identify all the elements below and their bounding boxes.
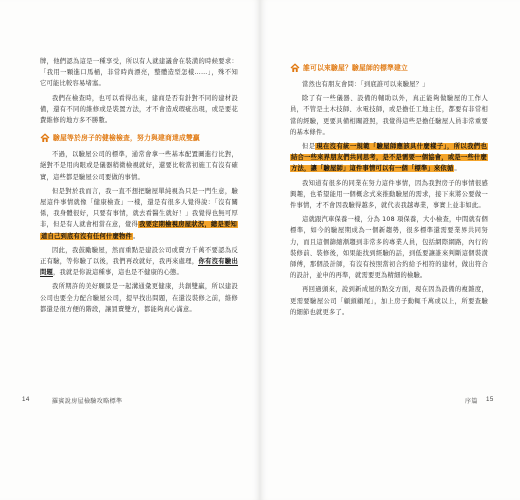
- right-paragraph-5: 這就跟汽車保養一樣，分為 108 項保養，大小檢查，中間就有個標準，如今的驗屋期成為一個新趨勢，很多標準還需要業界共同努力，而且這個篩縮漸趨到非常多的專業人員，包括網際網路，內行的裝修前、裝修後，如果能找到經驗的話，到低要讓誰來判斷這個裝潢師傅，那個設計師，有沒有按照當初合約給予相符的建材，做出符合的設計，並申的再準，就需要更為精細的檢驗。: [290, 216, 488, 280]
- right-p3-text: 但是: [302, 143, 316, 151]
- right-p3-highlight: 現在沒有統一規範「驗屋師應該具什麼樣子」，所以我們也結合一些來界朋友們共同思考，是不是需要一個協會，或是一些什麼方法，讓「驗屋師」這件事情可以有一個「標準」來依循: [291, 143, 487, 173]
- right-section-heading: [290, 62, 488, 74]
- left-paragraph-1: 牌，他們認為這是一種享受，所以有人就建議會在裝潢的時候要求：「我用一顆進口馬桶，非常時尚漂亮，整體造型怎樣……」，殊不知它可能比較容易堵塞。: [40, 58, 238, 88]
- left-p5-text: 因此，我鼓勵驗屋，然而重點是建設公司或賣方千萬不要認為反正有驗，等你驗了以後，我們再改就好，我再來處理，: [40, 246, 238, 266]
- right-text-column: [290, 56, 488, 321]
- right-page-number: 15: [486, 396, 494, 403]
- right-running-title: 序篇: [465, 398, 478, 405]
- left-p4-end: 。: [132, 232, 140, 240]
- left-paragraph-4: [40, 186, 238, 242]
- right-heading-text: 誰可以來驗屋？驗屋師的標準建立: [303, 64, 408, 72]
- right-paragraph-3: [290, 141, 488, 175]
- right-p3-end: 。: [454, 165, 461, 173]
- left-page-number: 14: [22, 396, 30, 403]
- left-paragraph-3: 不過，以驗屋公司的標準，通常會拿一些基本配置圖進行比對，絕對不是用肉眼或是儀器稍微檢視就好，還要比較當初施工有沒有確實，這些都是驗屋公司要做的事情。: [40, 151, 238, 181]
- left-text-column: [40, 56, 238, 318]
- left-p4-highlight: 我要定期檢視房屋狀況，總是要知道自己到底有沒有任何什麼物件: [41, 221, 238, 240]
- left-p5-underline: 你有沒有驗出問題: [40, 258, 238, 277]
- right-page: [260, 0, 520, 500]
- left-paragraph-2: 我們在檢查時，也可以看得出來，建商是否有針對不同的建材設備，還有不同的維修或是裝置方法，才不會造成瑕疵出現，或是要花費維修的地方多不勝數。: [40, 94, 238, 125]
- right-paragraph-1: 當然也有朋友會問：「到底誰可以來驗屋？」: [302, 81, 429, 88]
- house-icon: [290, 63, 300, 73]
- right-paragraph-4: 我知道有很多的同業在努力這件事情，因為我對房子的事情很感興趣，也希望能用一個概念式來推動驗屋的需求，接下來將公要做一件事情，才不會因我驗得越多，就代表我越專業，事實上並非如此。: [290, 179, 488, 210]
- left-running-title: 羅賓說房屋檢驗攻略標準: [52, 398, 123, 405]
- left-p5-end: ，我就是你說這種事，這也是不健康的心態。: [53, 269, 183, 277]
- house-icon: [40, 133, 50, 143]
- left-p4-text: 但是對於我而言，我一直不想把驗屋單純視為只是一門生意，驗屋這件事情就像「健康檢查」一樣，還是有很多人覺得說：「沒有關係，我身體很好，只要有事情，就去看醫生就好！」我覺得也無可厚非，但是有人就會相當在意，覺得: [40, 187, 238, 229]
- left-section-heading: [40, 132, 238, 144]
- left-paragraph-5: [40, 245, 238, 279]
- right-paragraph-2: 除了有一些儀器、設備的輔助以外，真正能夠做驗屋的工作人員，不管是土木技師、水電技師，或是擔任工地主任，都要有非常相當的經驗，更要具備相關證照，我覺得這些是擔任驗屋人員非常重要的基本條件。: [290, 95, 488, 136]
- right-paragraph-6: 再回過頭來，說到新成屋的點交方面，現在因為設備的複雜度，更需要驗屋公司「顧頭顧尾」，加上房子動輒千萬或以上，所要查驗的細節也就更多了。: [290, 286, 488, 316]
- left-heading-text: 驗屋等於房子的健檢檢查，努力與建商達成雙贏: [53, 134, 200, 143]
- left-paragraph-6: 我所期許的美好願景是一起溝通彙更健康，共創雙贏，所以建設公司也要全力配合驗屋公司，提早找出問題，在還沒裝修之前，維修都還是很方便的階段，讓買賣雙方，都能夠真心滿意。: [40, 283, 238, 313]
